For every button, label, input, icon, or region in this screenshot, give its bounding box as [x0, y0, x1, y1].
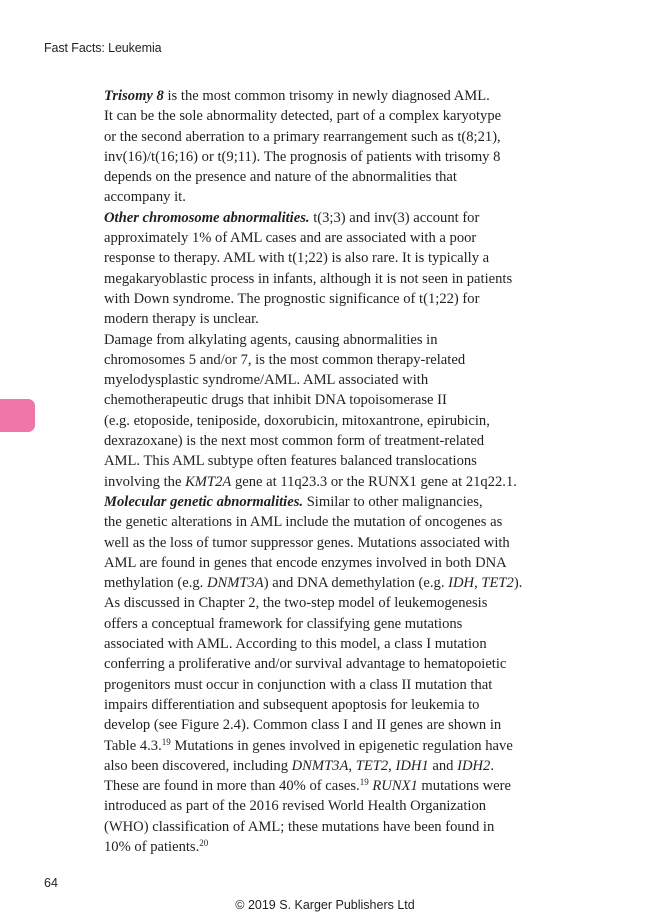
text-line: [88, 208, 558, 228]
italic-term: IDH2: [457, 757, 491, 774]
text-run: Similar to other malignancies,: [303, 493, 483, 510]
text-run: well as the loss of tumor suppressor genes. Mutations associated with: [104, 534, 510, 551]
text-line: [88, 695, 558, 715]
text-line: [88, 492, 558, 512]
text-run: impairs differentiation and subsequent apoptosis for leukemia to: [104, 696, 480, 713]
text-run: AML. This AML subtype often features balanced translocations: [104, 453, 477, 470]
text-run: ).: [513, 575, 523, 592]
text-run: with Down syndrome. The prognostic significance of t(1;22) for: [104, 290, 480, 307]
text-line: [88, 269, 558, 289]
text-run: modern therapy is unclear.: [104, 311, 259, 328]
text-line: [88, 776, 558, 796]
text-line: [88, 228, 558, 248]
page-number: 64: [44, 876, 58, 890]
text-line: [88, 675, 558, 695]
text-line: [88, 736, 558, 756]
text-run: Mutations in genes involved in epigenetic regulation have: [170, 737, 513, 754]
paragraph: [88, 593, 558, 857]
text-run: ,: [474, 575, 482, 592]
text-run: ,: [388, 757, 396, 774]
reference-superscript: 20: [199, 837, 209, 848]
text-line: [88, 817, 558, 837]
text-line: [88, 86, 558, 106]
paragraph: [88, 208, 558, 330]
text-line: [88, 634, 558, 654]
italic-term: KMT2A: [185, 473, 232, 490]
text-line: [88, 715, 558, 735]
text-run: the genetic alterations in AML include the mutation of oncogenes as: [104, 514, 503, 531]
text-run: progenitors must occur in conjunction with a class II mutation that: [104, 676, 493, 693]
text-run: is the most common trisomy in newly diagnosed AML.: [163, 88, 490, 104]
text-run: response to therapy. AML with t(1;22) is also rare. It is typically a: [104, 250, 490, 267]
italic-term: TET2: [355, 757, 389, 774]
text-line: [88, 837, 558, 857]
text-run: and: [428, 757, 458, 774]
body-text: [88, 86, 558, 857]
text-line: [88, 472, 558, 492]
text-line: [88, 593, 558, 613]
run-in-heading: Molecular genetic abnormalities.: [104, 493, 304, 510]
text-run: or the second aberration to a primary rearrangement such as t(8;21),: [104, 128, 501, 145]
text-run: .: [490, 757, 494, 774]
text-run: gene at 11q23.3 or the RUNX1 gene at 21q22.1.: [231, 473, 517, 490]
text-run: conferring a proliferative and/or survival advantage to hematopoietic: [104, 656, 507, 673]
running-header: Fast Facts: Leukemia: [44, 41, 162, 55]
text-run: associated with AML. According to this model, a class I mutation: [104, 636, 487, 653]
text-line: [88, 756, 558, 776]
text-run: introduced as part of the 2016 revised World Health Organization: [104, 798, 487, 815]
reference-superscript: 19: [161, 736, 171, 747]
text-line: [88, 370, 558, 390]
text-run: 10% of patients.: [104, 838, 200, 855]
text-line: [88, 451, 558, 471]
text-line: [88, 350, 558, 370]
chapter-tab-marker: [0, 399, 35, 432]
text-run: Damage from alkylating agents, causing abnormalities in: [104, 331, 438, 348]
text-line: [88, 309, 558, 329]
text-run: offers a conceptual framework for classifying gene mutations: [104, 615, 463, 632]
paragraph: [88, 330, 558, 492]
text-run: develop (see Figure 2.4). Common class I and II genes are shown in: [104, 717, 502, 734]
text-line: [88, 390, 558, 410]
text-run: (WHO) classification of AML; these mutations have been found in: [104, 818, 495, 835]
text-run: dexrazoxane) is the next most common form of treatment-related: [104, 433, 485, 450]
text-line: [88, 573, 558, 593]
text-line: [88, 330, 558, 350]
text-run: As discussed in Chapter 2, the two-step model of leukemogenesis: [104, 595, 488, 612]
text-run: megakaryoblastic process in infants, although it is not seen in patients: [104, 270, 513, 287]
text-run: involving the: [104, 473, 186, 490]
text-run: Table 4.3.: [104, 737, 162, 754]
text-run: ) and DNA demethylation (e.g.: [263, 575, 449, 592]
italic-term: IDH1: [395, 757, 429, 774]
text-run: t(3;3) and inv(3) account for: [309, 209, 480, 226]
text-run: depends on the presence and nature of the abnormalities that: [104, 169, 457, 186]
text-line: [88, 411, 558, 431]
italic-term: RUNX1: [372, 778, 418, 795]
italic-term: DNMT3A: [291, 757, 349, 774]
text-line: [88, 512, 558, 532]
text-line: [88, 553, 558, 573]
text-line: [88, 127, 558, 147]
text-run: methylation (e.g.: [104, 575, 207, 592]
text-line: [88, 614, 558, 634]
text-run: myelodysplastic syndrome/AML. AML associated with: [104, 372, 429, 389]
italic-term: DNMT3A: [206, 575, 264, 592]
text-line: [88, 289, 558, 309]
text-line: [88, 431, 558, 451]
text-line: [88, 796, 558, 816]
text-run: It can be the sole abnormality detected, part of a complex karyotype: [104, 108, 502, 125]
text-run: accompany it.: [104, 189, 186, 206]
text-line: [88, 654, 558, 674]
text-run: These are found in more than 40% of cases.: [104, 778, 360, 795]
run-in-heading: Other chromosome abnormalities.: [104, 209, 310, 226]
text-run: mutations were: [417, 778, 511, 795]
text-run: inv(16)/t(16;16) or t(9;11). The prognosis of patients with trisomy 8: [104, 148, 501, 165]
text-line: [88, 147, 558, 167]
reference-superscript: 19: [359, 777, 369, 788]
run-in-heading: Trisomy 8: [104, 88, 164, 104]
text-run: AML are found in genes that encode enzymes involved in both DNA: [104, 554, 507, 571]
text-line: [88, 533, 558, 553]
paragraph: [88, 86, 558, 208]
text-line: [88, 248, 558, 268]
text-run: chromosomes 5 and/or 7, is the most common therapy-related: [104, 351, 466, 368]
text-line: [88, 187, 558, 207]
text-run: also been discovered, including: [104, 757, 292, 774]
text-run: chemotherapeutic drugs that inhibit DNA topoisomerase II: [104, 392, 447, 409]
italic-term: IDH: [448, 575, 475, 592]
text-run: approximately 1% of AML cases and are associated with a poor: [104, 230, 477, 247]
text-line: [88, 106, 558, 126]
text-run: (e.g. etoposide, teniposide, doxorubicin, mitoxantrone, epirubicin,: [104, 412, 490, 429]
copyright-footer: © 2019 S. Karger Publishers Ltd: [235, 898, 415, 912]
text-run: ,: [348, 757, 356, 774]
paragraph: [88, 492, 558, 593]
text-line: [88, 167, 558, 187]
italic-term: TET2: [481, 575, 514, 592]
